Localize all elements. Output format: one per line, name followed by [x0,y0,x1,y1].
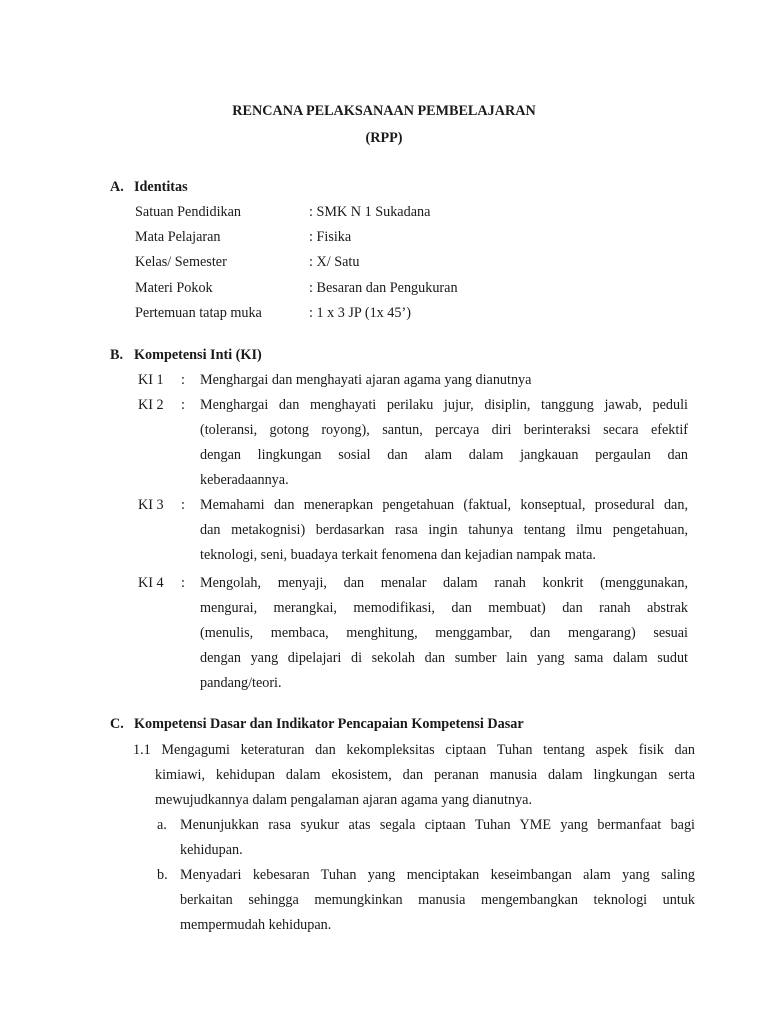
section-b-heading: Kompetensi Inti (KI) [134,347,262,363]
kd-text-line: kimiawi, kehidupan dalam ekosistem, dan peranan manusia dalam lingkungan serta [155,767,695,783]
identity-label: Satuan Pendidikan [135,204,241,220]
ki-code: KI 3 [138,497,164,513]
identity-value: : X/ Satu [309,254,360,270]
ki-colon: : [181,372,185,388]
ki-text-line: Menghargai dan menghayati perilaku jujur, disiplin, tanggung jawab, peduli [200,397,688,413]
indicator-text-line: mempermudah kehidupan. [180,917,332,933]
section-a-heading: Identitas [134,179,188,195]
identity-value: : SMK N 1 Sukadana [309,204,431,220]
indicator-text-line: kehidupan. [180,842,243,858]
ki-text-line: dengan yang dipelajari di sekolah dan sumber lain yang sama dalam sudut [200,650,688,666]
section-b-letter: B. [110,347,124,363]
section-a-letter: A. [110,179,124,195]
ki-text-line: keberadaannya. [200,472,289,488]
kd-text-line: 1.1 Mengagumi keteraturan dan kekompleksitas ciptaan Tuhan tentang aspek fisik dan [133,742,695,758]
ki-text-line: Mengolah, menyaji, dan menalar dalam ranah konkrit (menggunakan, [200,575,688,591]
ki-text-line: Menghargai dan menghayati ajaran agama yang dianutnya [200,372,532,388]
indicator-marker: a. [157,817,167,833]
ki-colon: : [181,397,185,413]
indicator-text-line: Menyadari kebesaran Tuhan yang menciptakan keseimbangan alam yang saling [180,867,695,883]
identity-label: Materi Pokok [135,280,213,296]
ki-text-line: (toleransi, gotong royong), santun, percaya diri berinteraksi secara efektif [200,422,688,438]
ki-code: KI 2 [138,397,164,413]
section-c-letter: C. [110,716,124,732]
identity-label: Kelas/ Semester [135,254,227,270]
section-c-heading: Kompetensi Dasar dan Indikator Pencapaian Kompetensi Dasar [134,716,524,732]
document-title: RENCANA PELAKSANAAN PEMBELAJARAN [232,103,536,119]
identity-value: : Fisika [309,229,352,245]
kd-text-line: mewujudkannya dalam pengalaman ajaran agama yang dianutnya. [155,792,533,808]
indicator-marker: b. [157,867,168,883]
ki-colon: : [181,575,185,591]
ki-text-line: pandang/teori. [200,675,282,691]
indicator-text-line: Menunjukkan rasa syukur atas segala ciptaan Tuhan YME yang bermanfaat bagi [180,817,695,833]
indicator-text-line: berkaitan sehingga memungkinkan manusia mengembangkan teknologi untuk [180,892,695,908]
ki-text-line: dengan lingkungan sosial dan alam dalam jangkauan pergaulan dan [200,447,688,463]
identity-value: : Besaran dan Pengukuran [309,280,458,296]
ki-text-line: Memahami dan menerapkan pengetahuan (faktual, konseptual, prosedural dan, [200,497,688,513]
ki-code: KI 1 [138,372,164,388]
identity-label: Pertemuan tatap muka [135,305,262,321]
ki-colon: : [181,497,185,513]
ki-text-line: teknologi, seni, buadaya terkait fenomena dan kejadian nampak mata. [200,547,596,563]
identity-value: : 1 x 3 JP (1x 45’) [309,305,411,321]
ki-code: KI 4 [138,575,164,591]
ki-text-line: (menulis, membaca, menghitung, menggambar, dan mengarang) sesuai [200,625,688,641]
document-subtitle: (RPP) [365,130,403,146]
ki-text-line: mengurai, merangkai, memodifikasi, dan membuat) dan ranah abstrak [200,600,688,616]
ki-text-line: dan metakognisi) berdasarkan rasa ingin tahunya tentang ilmu pengetahuan, [200,522,688,538]
identity-label: Mata Pelajaran [135,229,221,245]
